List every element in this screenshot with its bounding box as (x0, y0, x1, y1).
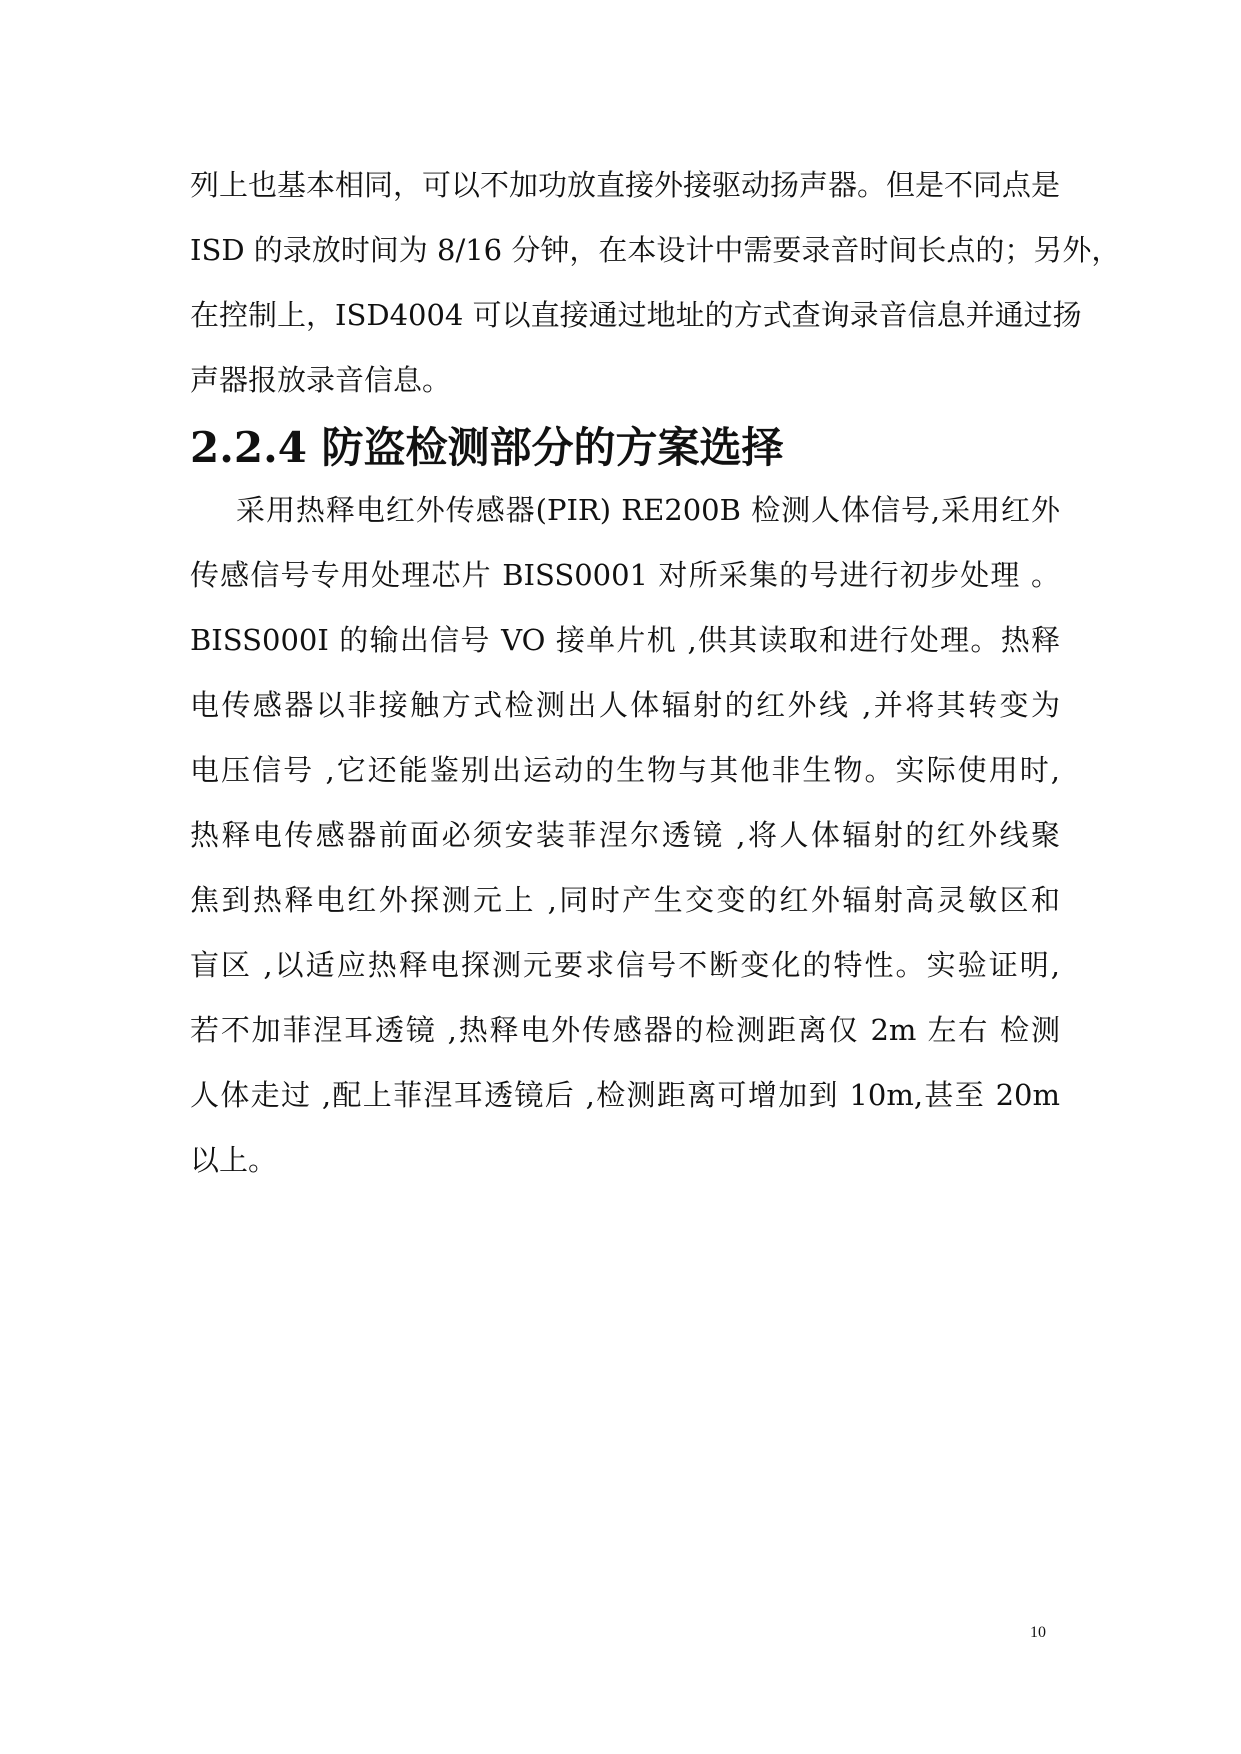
paragraph-2-line-9: 若不加菲涅耳透镜 ,热释电外传感器的检测距离仅 2m 左右 检测 (190, 1013, 1060, 1047)
paragraph-2-line-7: 焦到热释电红外探测元上 ,同时产生交变的红外辐射高灵敏区和 (190, 883, 1060, 917)
paragraph-2-line-6: 热释电传感器前面必须安装菲涅尔透镜 ,将人体辐射的红外线聚 (190, 818, 1060, 852)
section-heading: 2.2.4 防盗检测部分的方案选择 (190, 423, 784, 472)
paragraph-2-line-5: 电压信号 ,它还能鉴别出运动的生物与其他非生物。实际使用时, (190, 753, 1060, 787)
paragraph-1-line-1: 列上也基本相同，可以不加功放直接外接驱动扬声器。但是不同点是 (190, 168, 1061, 202)
paragraph-2-line-10: 人体走过 ,配上菲涅耳透镜后 ,检测距离可增加到 10m,甚至 20m (190, 1078, 1060, 1112)
paragraph-2-line-3: BISS000I 的输出信号 VO 接单片机 ,供其读取和进行处理。热释 (190, 623, 1060, 657)
paragraph-2-line-4: 电传感器以非接触方式检测出人体辐射的红外线 ,并将其转变为 (190, 688, 1060, 722)
paragraph-1-line-4: 声器报放录音信息。 (190, 363, 452, 397)
page-number: 10 (1030, 1624, 1046, 1641)
paragraph-2-line-11: 以上。 (190, 1143, 278, 1177)
paragraph-1-line-3: 在控制上，ISD4004 可以直接通过地址的方式查询录音信息并通过扬 (190, 298, 1082, 332)
paragraph-2-line-8: 盲区 ,以适应热释电探测元要求信号不断变化的特性。实验证明, (190, 948, 1060, 982)
paragraph-2-line-2: 传感信号专用处理芯片 BISS0001 对所采集的号进行初步处理 。 (190, 558, 1060, 592)
paragraph-1-line-2: ISD 的录放时间为 8/16 分钟，在本设计中需要录音时间长点的；另外， (190, 233, 1121, 267)
paragraph-2-line-1: 采用热释电红外传感器(PIR) RE200B 检测人体信号,采用红外 (236, 493, 1060, 527)
